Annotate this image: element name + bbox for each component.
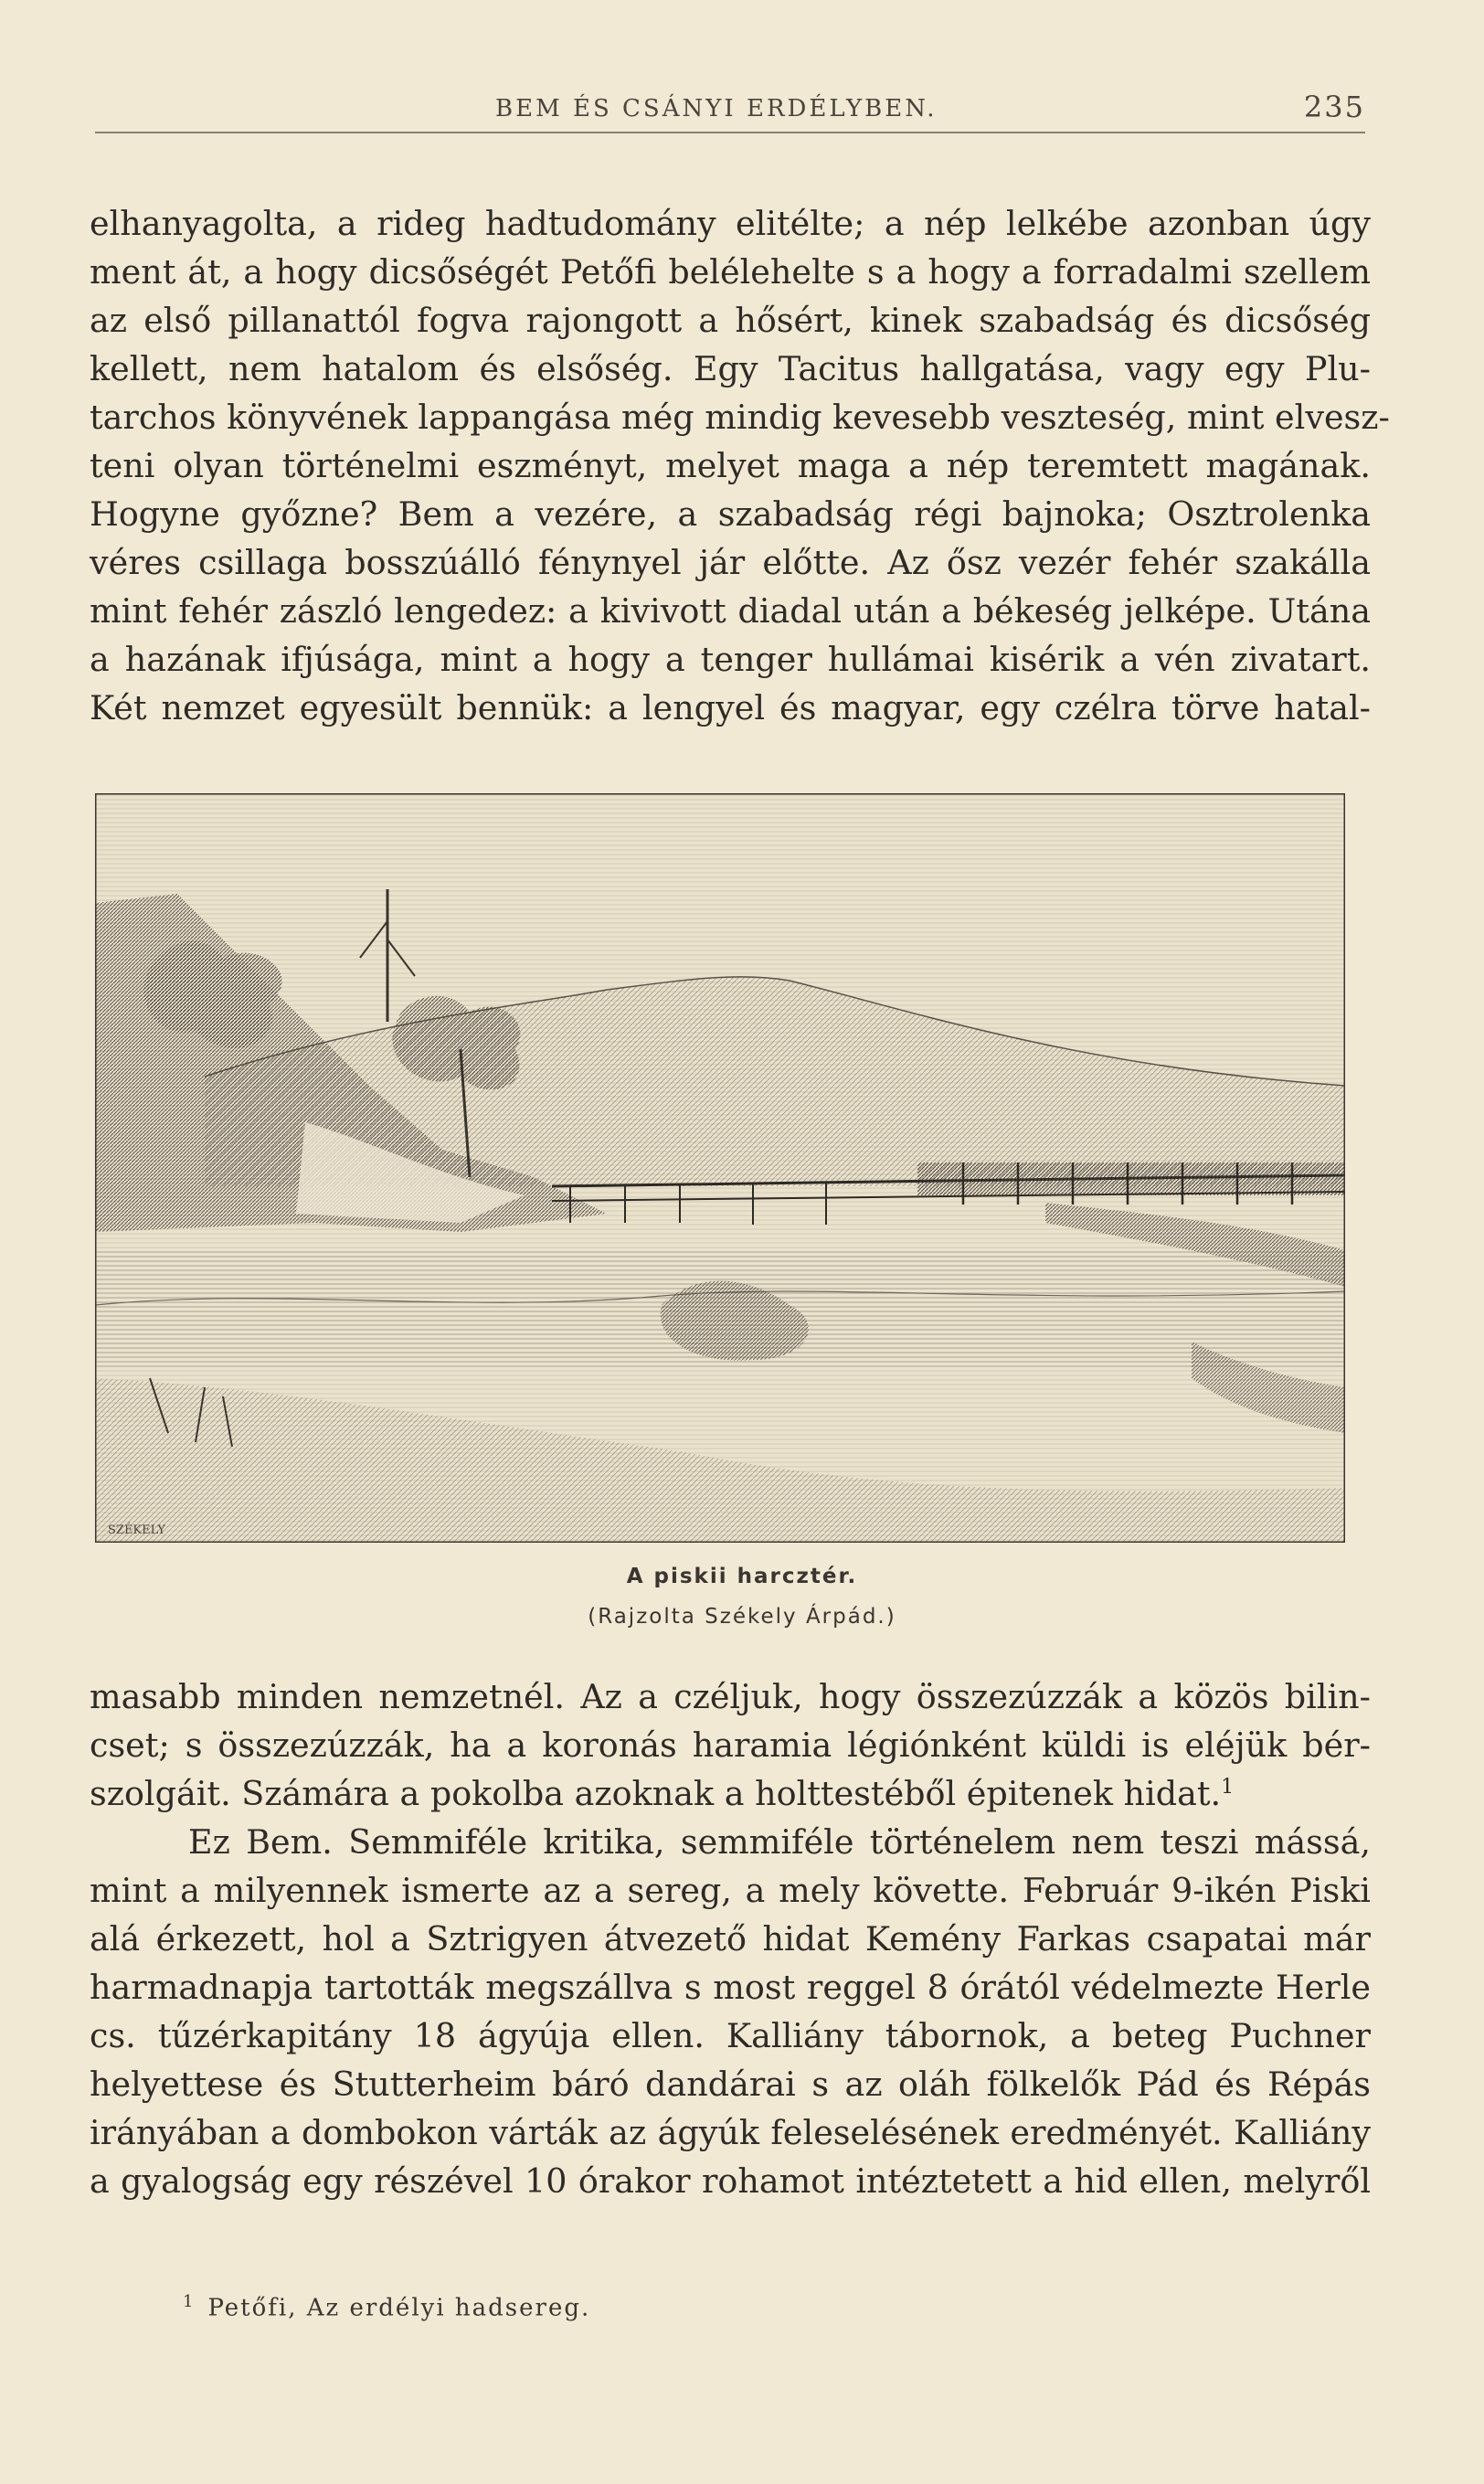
engraver-signature: SZÉKELY <box>108 1523 166 1537</box>
footnote <box>183 2292 590 2322</box>
text-line: masabb minden nemzetnél. Az a czéljuk, hogy összezúzzák a közös bilin- <box>90 1677 1371 1716</box>
text-line-paragraph-start: Ez Bem. Semmiféle kritika, semmiféle történelem nem teszi mássá, <box>188 1822 1371 1862</box>
text-line: alá érkezett, hol a Sztrigyen átvezető hidat Kemény Farkas csapatai már <box>90 1919 1371 1959</box>
text-line: helyettese és Stutterheim báró dandárai s az oláh fölkelők Pád és Répás <box>90 2065 1371 2104</box>
text-line <box>90 1769 1371 1818</box>
text-line: cs. tűzérkapitány 18 ágyúja ellen. Kalliány tábornok, a beteg Puchner <box>90 2016 1371 2055</box>
text-line: kellett, nem hatalom és elsőség. Egy Tacitus hallgatása, vagy egy Plu- <box>90 349 1371 388</box>
figure-credit: (Rajzolta Székely Árpád.) <box>588 1605 896 1629</box>
text-line: mint a milyennek ismerte az a sereg, a mely követte. Február 9-ikén Piski <box>90 1871 1371 1910</box>
text-line: elhanyagolta, a rideg hadtudomány elitélte; a nép lelkébe azonban úgy <box>90 204 1371 243</box>
text-line: tarchos könyvének lappangása még mindig kevesebb veszteség, mint elvesz- <box>90 398 1390 437</box>
text-line: Két nemzet egyesült bennük: a lengyel és magyar, egy czélra törve hatal- <box>90 688 1371 727</box>
text-line: harmadnapja tartották megszállva s most reggel 8 órától védelmezte Herle <box>90 1968 1371 2007</box>
text-line: irányában a dombokon várták az ágyúk feleselésének eredményét. Kalliány <box>90 2113 1371 2152</box>
body-text-bottom <box>90 1672 1371 2205</box>
engraving-image <box>95 793 1345 1543</box>
footnote-text: Petőfi, Az erdélyi hadsereg. <box>207 2294 591 2322</box>
figure-caption: A piskii harcztér. <box>626 1565 858 1588</box>
text-line: mint fehér zászló lengedez: a kivivott diadal után a békeség jelképe. Utána <box>90 591 1371 631</box>
text-line: cset; s összezúzzák, ha a koronás haramia légiónként küldi is eléjük bér- <box>90 1725 1371 1765</box>
footnote-reference[interactable]: 1 <box>1221 1775 1235 1799</box>
running-title: BEM ÉS CSÁNYI ERDÉLYBEN. <box>495 95 938 122</box>
footnote-number: 1 <box>183 2292 196 2311</box>
text-line: az első pillanattól fogva rajongott a hősért, kinek szabadság és dicsőség <box>90 301 1371 340</box>
text-line: Hogyne győzne? Bem a vezére, a szabadság régi bajnoka; Osztrolenka <box>90 494 1371 534</box>
text-line: véres csillaga bosszúálló fénynyel jár előtte. Az ősz vezér fehér szakálla <box>90 543 1371 582</box>
text-line: a hazának ifjúsága, mint a hogy a tenger hullámai kisérik a vén zivatart. <box>90 640 1371 679</box>
page-number: 235 <box>1303 90 1365 124</box>
text-line: ment át, a hogy dicsőségét Petőfi belélehelte s a hogy a forradalmi szellem <box>90 252 1371 292</box>
illustration-piski-battlefield <box>95 793 1345 1543</box>
body-text-top <box>90 199 1390 732</box>
text-line: a gyalogság egy részével 10 órakor rohamot intéztetett a hid ellen, melyről <box>90 2161 1371 2201</box>
text-line: teni olyan történelmi eszményt, melyet maga a nép teremtett magának. <box>90 446 1371 485</box>
running-head <box>95 90 1365 133</box>
text-line-content: szolgáit. Számára a pokolba azoknak a holttestéből épitenek hidat. <box>90 1774 1222 1813</box>
